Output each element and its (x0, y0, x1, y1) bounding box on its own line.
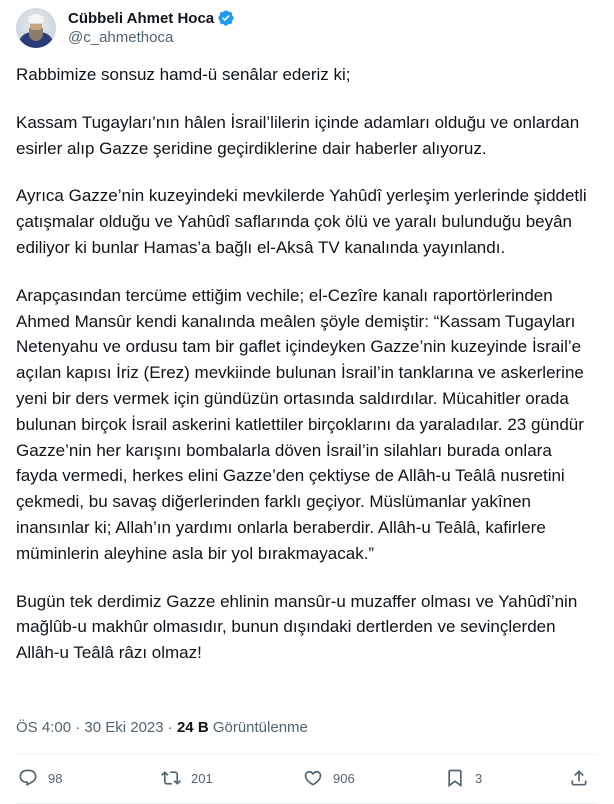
reply-count: 98 (48, 770, 63, 786)
meta-separator: · (71, 719, 85, 736)
tweet-paragraph: Rabbimize sonsuz hamd-ü senâlar ederiz ki; (16, 65, 351, 84)
tweet-header (16, 6, 235, 50)
tweet-paragraph: Ayrıca Gazze’nin kuzeyindeki mevkilerde Yahûdî yerleşim yerlerinde şiddetli çatışmalar olduğu ve Yahûdî saflarında çok ölü ve yaralı bulunduğu beyân ediliyor ki bunlar Hamas’a bağlı el-Aksâ TV kanalında yayınlandı. (16, 186, 587, 257)
retweet-icon (161, 768, 181, 788)
name-row (68, 8, 235, 28)
retweet-button[interactable] (161, 766, 213, 790)
like-count: 906 (333, 770, 355, 786)
tweet-meta (16, 718, 308, 738)
bookmark-count: 3 (475, 770, 483, 786)
reply-button[interactable] (18, 766, 62, 790)
tweet-body (16, 62, 598, 666)
tweet-paragraph: Arapçasından tercüme ettiğim vechile; el-Cezîre kanalı raportörlerinden Ahmed Mansûr kendi kanalında meâlen şöyle demiştir: “Kassam Tugayları Netenyahu ve ordusu tam bir gaflet içindeyken Gazze’nin kuzeyinde İsrail’e açılan kapısı İriz (Erez) mevkiinde bulunan İsrail’in tanklarına ve askerlerine yeni bir ders vermek için gündüzün ortasında saldırdılar. Mücahitler orada bulunan birçok İsrail askerini katlettiler birçoklarını da yaraladılar. 23 gündür Gazze’nin her karışını bombalarla döven İsrail’in silahları burada onlara fayda vermedi, herkes elini Gazze’den çektiyse de Allâh-u Teâlâ nusretini çekmedi, bu savaş diğerlerinden farklı geçiyor. Müslümanlar yakînen inansınlar ki; Allah’ın yardımı onlarla beraberdir. Allâh-u Teâlâ, kafirlere müminlerin aleyhine asla bir yol bırakmayacak.” (16, 285, 584, 563)
tweet-paragraph: Kassam Tugayları’nın hâlen İsrail’lilerin içinde adamları olduğu ve onlardan esirler alıp Gazze şeridine geçirdiklerine dair haberler alıyoruz. (16, 112, 580, 158)
share-button[interactable] (569, 766, 589, 790)
bookmark-icon (445, 768, 465, 788)
author-names (68, 8, 235, 48)
tweet-time[interactable]: ÖS 4:00 (16, 719, 72, 736)
views-count: 24 B (176, 719, 209, 736)
views-label: Görüntülenme (212, 719, 308, 736)
tweet-actions (16, 766, 606, 790)
avatar[interactable] (16, 8, 56, 48)
heart-icon (303, 768, 323, 788)
display-name[interactable]: Cübbeli Ahmet Hoca (68, 9, 215, 27)
share-icon (569, 768, 589, 788)
avatar-turban (28, 14, 44, 23)
divider (16, 754, 598, 755)
retweet-count: 201 (191, 770, 213, 786)
reply-icon (18, 768, 38, 788)
verified-badge-icon (217, 9, 235, 27)
tweet-date[interactable]: 30 Eki 2023 (84, 719, 164, 736)
tweet-paragraph: Bugün tek derdimiz Gazze ehlinin mansûr-u muzaffer olması ve Yahûdî’nin mağlûb-u makhûr olmasıdır, bunun dışındaki dertlerden ve sevinçlerden Allâh-u Teâlâ râzı olmaz! (16, 591, 578, 663)
meta-separator: · (163, 719, 177, 736)
author-handle[interactable]: @c_ahmethoca (68, 29, 174, 46)
bookmark-button[interactable] (445, 766, 482, 790)
like-button[interactable] (303, 766, 355, 790)
